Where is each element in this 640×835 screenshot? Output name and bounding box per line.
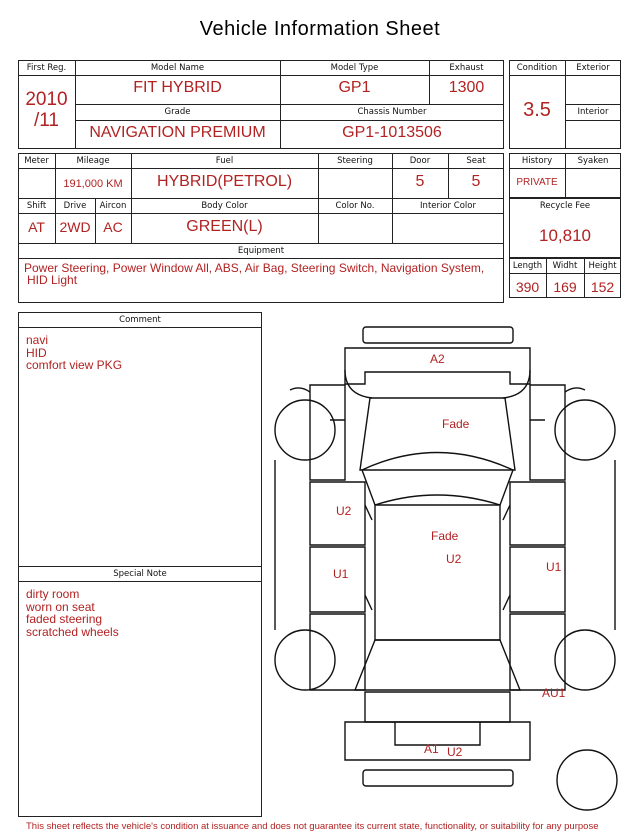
- damage-mark: Fade: [431, 529, 459, 543]
- model-name-value: FIT HYBRID: [133, 79, 222, 96]
- interior-color-label: Interior Color: [420, 201, 476, 211]
- model-type-value: GP1: [338, 79, 371, 96]
- recycle-fee-value: 10,810: [539, 226, 591, 245]
- steering-label: Steering: [337, 156, 373, 166]
- damage-mark: U1: [546, 560, 562, 574]
- comment-list: [26, 334, 122, 372]
- comment-line: comfort view PKG: [26, 358, 123, 372]
- first-reg-month: /11: [33, 110, 59, 131]
- model-type-label: Model Type: [330, 63, 379, 73]
- mileage-label: Mileage: [76, 156, 110, 166]
- syaken-label: Syaken: [577, 156, 609, 166]
- seat-value: 5: [471, 173, 481, 190]
- body-color-label: Body Color: [201, 201, 248, 211]
- special-note-line: scratched wheels: [26, 624, 119, 639]
- door-label: Door: [409, 156, 431, 166]
- damage-mark: U1: [333, 567, 349, 581]
- special-note-label: Special Note: [113, 569, 167, 579]
- equipment-label: Equipment: [237, 246, 285, 256]
- damage-mark: AU1: [542, 686, 566, 700]
- grade-label: Grade: [164, 107, 191, 117]
- special-note-line: dirty room: [26, 587, 80, 601]
- equipment-line-2: HID Light: [27, 273, 78, 287]
- shift-label: Shift: [26, 201, 47, 211]
- damage-mark: A1: [424, 742, 439, 756]
- condition-value: 3.5: [523, 99, 551, 121]
- interior-label: Interior: [577, 107, 609, 117]
- body-color-value: GREEN(L): [186, 218, 263, 235]
- damage-mark: U2: [336, 504, 352, 518]
- aircon-value: AC: [103, 219, 123, 235]
- aircon-label: Aircon: [99, 201, 127, 211]
- damage-mark: A2: [430, 352, 445, 366]
- length-value: 390: [515, 279, 540, 295]
- recycle-fee-label: Recycle Fee: [539, 201, 591, 211]
- grade-value: NAVIGATION PREMIUM: [89, 124, 266, 141]
- comment-label: Comment: [119, 315, 161, 325]
- chassis-label: Chassis Number: [357, 107, 427, 117]
- door-value: 5: [415, 173, 425, 190]
- first-reg-label: First Reg.: [26, 63, 67, 73]
- fuel-label: Fuel: [215, 156, 234, 166]
- exhaust-label: Exhaust: [449, 63, 484, 73]
- car-diagram: [268, 322, 628, 818]
- exhaust-value: 1300: [448, 79, 485, 96]
- height-value: 152: [590, 279, 615, 295]
- damage-mark: U2: [447, 745, 463, 759]
- special-note-line: worn on seat: [26, 599, 95, 614]
- page-title: Vehicle Information Sheet: [199, 18, 441, 40]
- exterior-label: Exterior: [576, 63, 610, 73]
- history-value: PRIVATE: [516, 177, 558, 188]
- drive-value: 2WD: [59, 219, 91, 235]
- width-label: Widht: [552, 261, 578, 271]
- equipment-line-1: Power Steering, Power Window All, ABS, Air Bag, Steering Switch, Navigation System,: [24, 261, 485, 275]
- history-label: History: [521, 156, 553, 166]
- height-label: Height: [588, 261, 617, 271]
- drive-label: Drive: [63, 201, 87, 211]
- model-name-label: Model Name: [150, 63, 205, 73]
- shift-value: AT: [28, 219, 45, 235]
- seat-label: Seat: [466, 156, 486, 166]
- damage-mark: U2: [446, 552, 462, 566]
- width-value: 169: [553, 279, 577, 295]
- special-note-line: faded steering: [26, 612, 103, 626]
- comment-panel: [18, 312, 262, 817]
- comment-line: HID: [26, 345, 47, 360]
- color-no-label: Color No.: [335, 201, 375, 211]
- condition-label: Condition: [516, 63, 558, 73]
- special-note-list: [26, 588, 119, 638]
- first-reg-year: 2010: [25, 89, 68, 110]
- comment-line: navi: [26, 333, 49, 347]
- length-label: Length: [512, 261, 543, 271]
- fuel-value: HYBRID(PETROL): [156, 173, 293, 190]
- mileage-value: 191,000 KM: [63, 178, 123, 190]
- damage-mark: Fade: [442, 417, 470, 431]
- chassis-value: GP1-1013506: [342, 124, 442, 141]
- footer-disclaimer: This sheet reflects the vehicle's condition at issuance and does not guarantee its current state, functionality, or suitability for any purpose: [26, 821, 599, 832]
- meter-label: Meter: [24, 156, 49, 166]
